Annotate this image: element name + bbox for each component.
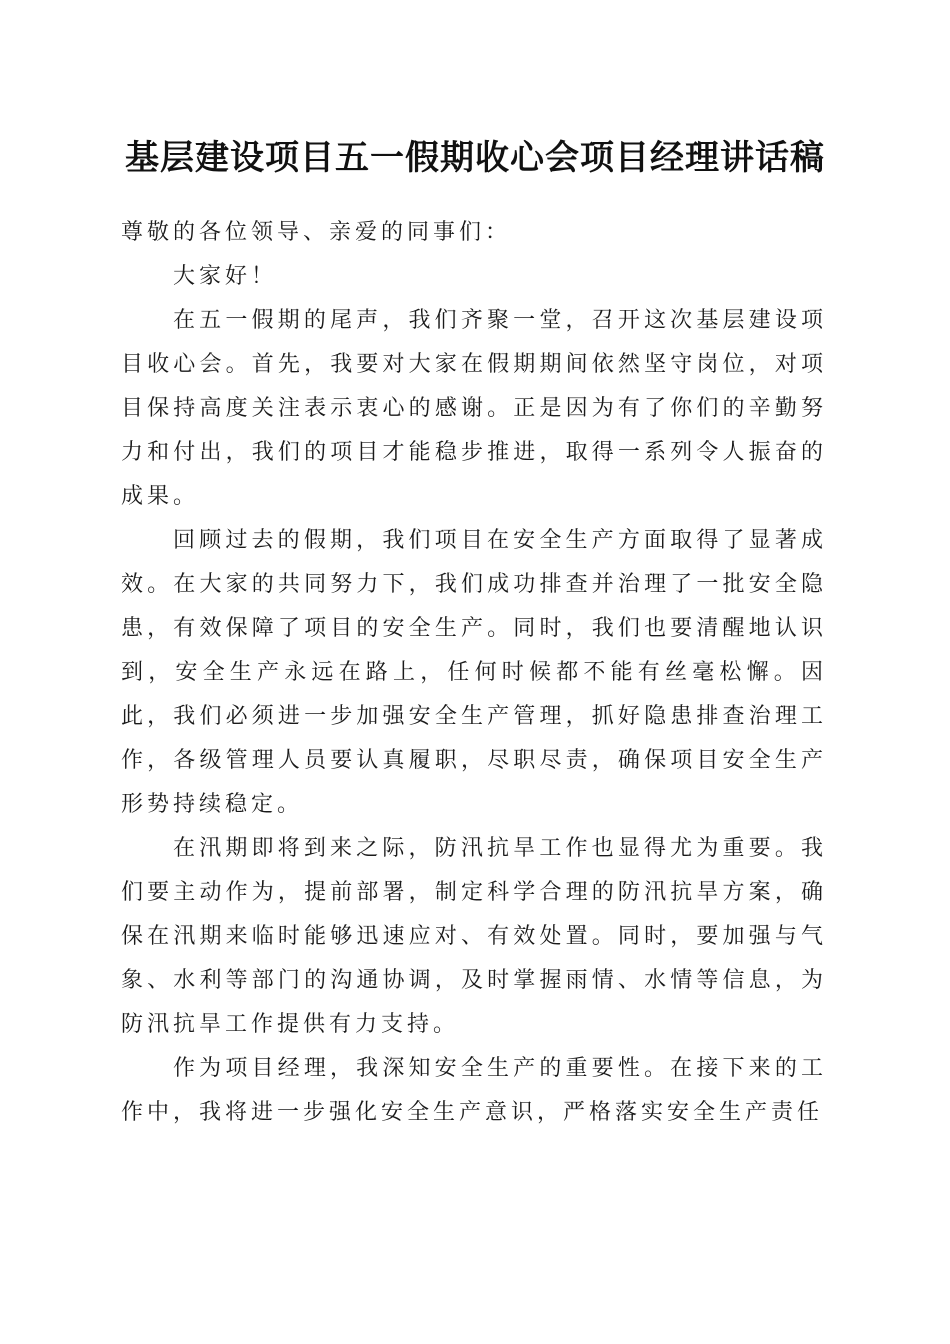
document-body [121, 211, 827, 1135]
paragraph-flood-prevention: 在汛期即将到来之际，防汛抗旱工作也显得尤为重要。我们要主动作为，提前部署，制定科学合理的防汛抗旱方案，确保在汛期来临时能够迅速应对、有效处置。同时，要加强与气象、水利等部门的沟通协调，及时掌握雨情、水情等信息，为防汛抗旱工作提供有力支持。 [121, 836, 827, 1037]
paragraph-opening: 在五一假期的尾声，我们齐聚一堂，召开这次基层建设项目收心会。首先，我要对大家在假期期间依然坚守岗位，对项目保持高度关注表示衷心的感谢。正是因为有了你们的辛勤努力和付出，我们的项目才能稳步推进，取得一系列令人振奋的成果。 [121, 308, 827, 509]
paragraph-manager-commitment: 作为项目经理，我深知安全生产的重要性。在接下来的工作中，我将进一步强化安全生产意识，严格落实安全生产责任 [121, 1056, 827, 1125]
paragraph-safety-review: 回顾过去的假期，我们项目在安全生产方面取得了显著成效。在大家的共同努力下，我们成功排查并治理了一批安全隐患，有效保障了项目的安全生产。同时，我们也要清醒地认识到，安全生产永远在路上，任何时候都不能有丝毫松懈。因此，我们必须进一步加强安全生产管理，抓好隐患排查治理工作，各级管理人员要认真履职，尽职尽责，确保项目安全生产形势持续稳定。 [121, 528, 827, 817]
salutation: 尊敬的各位领导、亲爱的同事们： [121, 220, 512, 245]
paragraph-greeting: 大家好！ [173, 264, 278, 289]
document-title: 基层建设项目五一假期收心会项目经理讲话稿 [125, 138, 825, 178]
